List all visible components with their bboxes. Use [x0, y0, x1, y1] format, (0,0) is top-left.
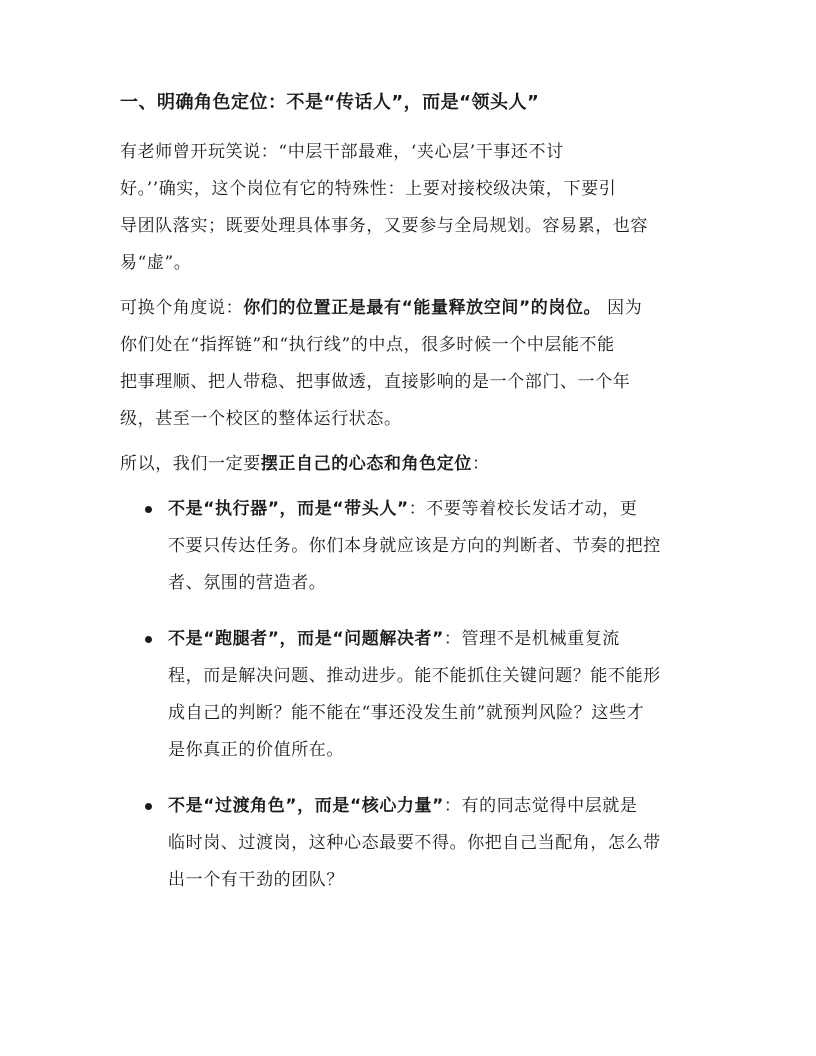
paragraph-line: 把事理顺、把人带稳、把事做透，直接影响的是一个部门、一个年: [120, 372, 631, 392]
paragraph-perspective: [120, 290, 700, 438]
list-item: [120, 491, 700, 602]
paragraph-line: [120, 446, 700, 483]
paragraph-text: 可换个角度说：: [120, 298, 244, 318]
paragraph-line: 你们处在“指挥链”和“执行线”的中点，很多时候一个中层能不能: [120, 335, 615, 355]
emphasis-text: 不是“过渡角色”，而是“核心力量”: [168, 796, 444, 816]
paragraph-line: 导团队落实；既要处理具体事务，又要参与全局规划。容易累，也容: [120, 216, 648, 236]
paragraph-line: 有老师曾开玩笑说：“中层干部最难，‘夹心层’干事还不讨: [120, 142, 564, 162]
list-item-text: ：不要等着校长发话才动，更: [408, 499, 638, 519]
emphasis-text: 不是“跑腿者”，而是“问题解决者”: [168, 629, 444, 649]
list-item-line: [168, 491, 700, 528]
bullet-dot-icon: [145, 803, 152, 810]
list-item-text: ：有的同志觉得中层就是: [443, 796, 638, 816]
list-item-line: [168, 788, 700, 825]
paragraph-intro: [120, 134, 700, 282]
emphasis-text: 你们的位置正是最有“能量释放空间”的岗位。: [243, 298, 602, 318]
list-item-text: ：管理不是机械重复流: [443, 629, 620, 649]
paragraph-line: 级，甚至一个校区的整体运行状态。: [120, 409, 402, 429]
bullet-list: [120, 491, 700, 899]
list-item-line: 临时岗、过渡岗，这种心态最要不得。你把自己当配角，怎么带: [168, 833, 661, 853]
list-item-line: 出一个有干劲的团队？: [168, 870, 344, 890]
section-heading: 一、明确角色定位：不是“传话人”，而是“领头人”: [120, 92, 540, 113]
emphasis-text: 不是“执行器”，而是“带头人”: [168, 499, 409, 519]
list-item-line: 程，而是解决问题、推动进步。能不能抓住关键问题？能不能形: [168, 666, 661, 686]
paragraph-line: 易“虚”。: [120, 253, 192, 273]
list-item-line: 者、氛围的营造者。: [168, 573, 327, 593]
list-item-line: 不要只传达任务。你们本身就应该是方向的判断者、节奏的把控: [168, 536, 661, 556]
paragraph-text: 因为: [601, 298, 643, 318]
paragraph-text: 所以，我们一定要: [120, 454, 261, 474]
list-item-line: 是你真正的价值所在。: [168, 740, 344, 760]
list-item-line: [168, 621, 700, 658]
paragraph-conclusion: [120, 446, 700, 483]
paragraph-line: 好。’’确实，这个岗位有它的特殊性：上要对接校级决策，下要引: [120, 179, 617, 199]
list-item: [120, 788, 700, 899]
bullet-dot-icon: [145, 506, 152, 513]
paragraph-line: [120, 290, 700, 327]
list-item-line: 成自己的判断？能不能在“事还没发生前”就预判风险？这些才: [168, 703, 645, 723]
emphasis-text: 摆正自己的心态和角色定位: [260, 454, 473, 474]
document-page: [120, 88, 700, 918]
bullet-dot-icon: [145, 636, 152, 643]
list-item: [120, 621, 700, 769]
paragraph-text: ：: [472, 454, 490, 474]
